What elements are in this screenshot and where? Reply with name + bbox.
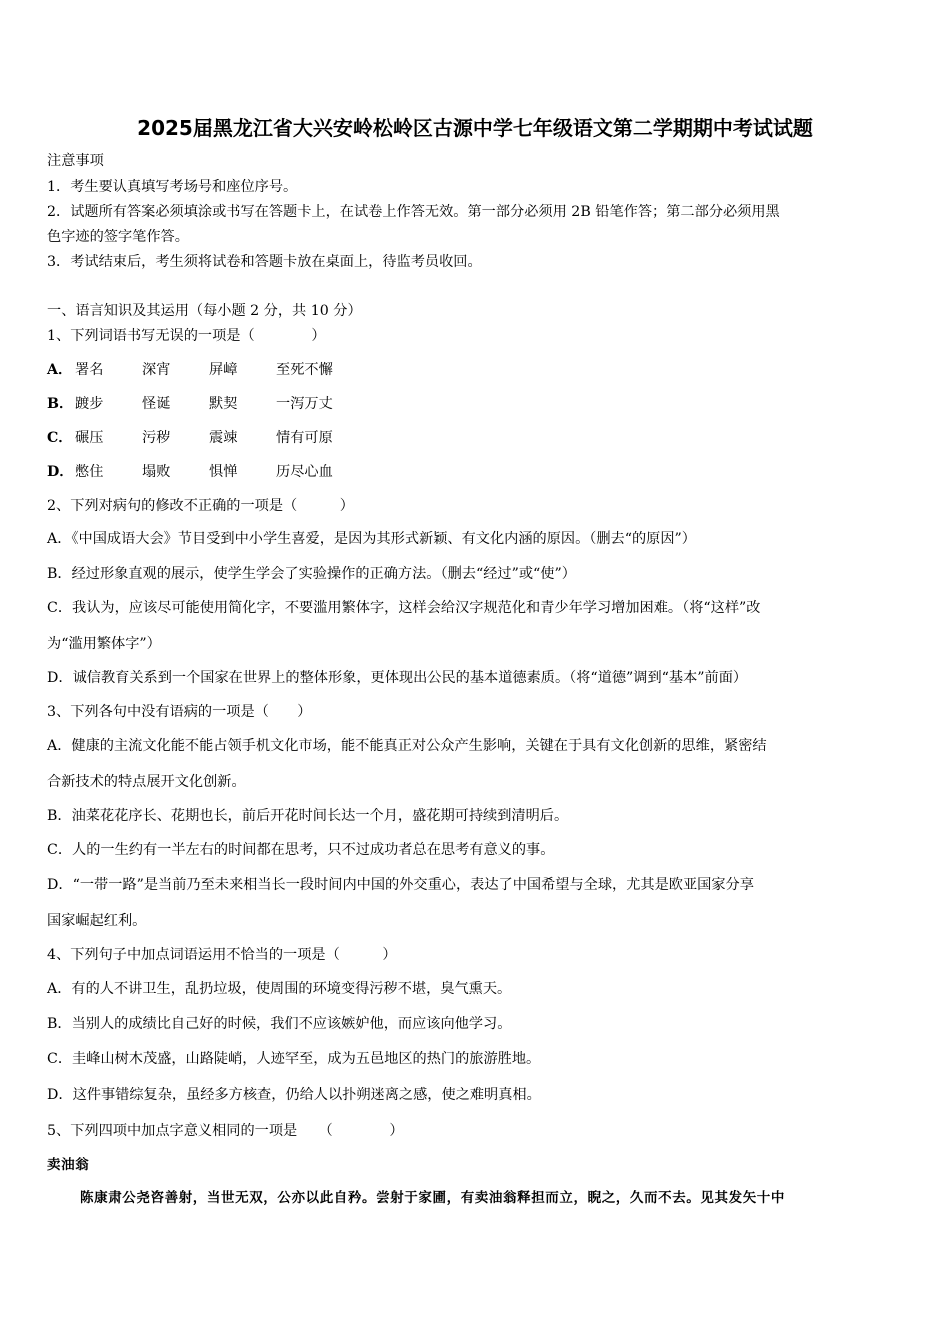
notice-item-1: 1．考生要认真填写考场号和座位序号。 [47, 179, 298, 195]
option-word: 历尽心血 [276, 464, 333, 480]
q4-stem: 4、下列句子中加点词语运用不恰当的一项是（ ） [47, 947, 397, 963]
q3-option-d: D．“一带一路”是当前乃至未来相当长一段时间内中国的外交重心，表达了中国希望与全球，尤其是欧亚国家分享 [47, 877, 754, 893]
section-heading: 一、语言知识及其运用（每小题 2 分，共 10 分） [47, 303, 362, 319]
q4-option-a: A．有的人不讲卫生，乱扔垃圾，使周围的环境变得污秽不堪，臭气熏天。 [47, 981, 512, 997]
option-word: 至死不懈 [276, 362, 333, 378]
option-word: 屏嶂 [209, 362, 238, 378]
q3-option-b: B．油菜花花序长、花期也长，前后开花时间长达一个月，盛花期可持续到清明后。 [47, 808, 569, 824]
q1-stem: 1、下列词语书写无误的一项是（ ） [47, 328, 326, 344]
option-word: 情有可原 [276, 430, 333, 446]
notice-item-2-cont: 色字迹的签字笔作答。 [47, 229, 189, 245]
option-letter: A． [47, 362, 73, 378]
q3-stem: 3、下列各句中没有语病的一项是（ ） [47, 704, 312, 720]
notice-item-2: 2．试题所有答案必须填涂或书写在答题卡上，在试卷上作答无效。第一部分必须用 2B 铅笔作答；第二部分必须用黑 [47, 204, 780, 220]
q2-option-a: A．《中国成语大会》节目受到中小学生喜爱，是因为其形式新颖、有文化内涵的原因。（删去“的原因”） [47, 531, 696, 547]
option-letter: D． [47, 464, 74, 480]
option-word: 震竦 [209, 430, 238, 446]
option-letter: C． [47, 430, 73, 446]
q2-option-c-cont: 为“滥用繁体字”） [47, 636, 161, 652]
passage-text: 陈康肃公尧咨善射，当世无双，公亦以此自矜。尝射于家圃，有卖油翁释担而立，睨之，久而不去。见其发矢十中 [80, 1190, 785, 1206]
option-word: 默契 [209, 396, 238, 412]
passage-title: 卖油翁 [47, 1157, 90, 1173]
exam-title: 2025届黑龙江省大兴安岭松岭区古源中学七年级语文第二学期期中考试试题 [137, 116, 813, 140]
q3-option-a: A．健康的主流文化能不能占领手机文化市场，能不能真正对公众产生影响，关键在于具有文化创新的思维，紧密结 [47, 738, 767, 754]
option-word: 怪诞 [142, 396, 171, 412]
q4-option-c: C．圭峰山树木茂盛，山路陡峭，人迹罕至，成为五邑地区的热门的旅游胜地。 [47, 1051, 541, 1067]
option-letter: B． [47, 396, 74, 412]
notice-item-3: 3．考试结束后，考生须将试卷和答题卡放在桌面上，待监考员收回。 [47, 254, 482, 270]
option-word: 惧惮 [209, 464, 238, 480]
option-word: 一泻万丈 [276, 396, 333, 412]
q4-option-d: D．这件事错综复杂，虽经多方核查，仍给人以扑朔迷离之感，使之难明真相。 [47, 1087, 541, 1103]
option-word: 塌败 [142, 464, 171, 480]
notice-heading: 注意事项 [47, 153, 104, 169]
option-word: 深宵 [142, 362, 171, 378]
q5-stem: 5、下列四项中加点字意义相同的一项是 （ ） [47, 1123, 404, 1139]
option-word: 憋住 [75, 464, 104, 480]
option-word: 踱步 [75, 396, 104, 412]
option-word: 碾压 [75, 430, 104, 446]
q2-stem: 2、下列对病句的修改不正确的一项是（ ） [47, 498, 354, 514]
q3-option-a-cont: 合新技术的特点展开文化创新。 [47, 774, 246, 790]
q2-option-d: D．诚信教育关系到一个国家在世界上的整体形象，更体现出公民的基本道德素质。（将“道德”调到“基本”前面） [47, 670, 748, 686]
q3-option-c: C．人的一生约有一半左右的时间都在思考，只不过成功者总在思考有意义的事。 [47, 842, 555, 858]
q2-option-b: B．经过形象直观的展示，使学生学会了实验操作的正确方法。（删去“经过”或“使”） [47, 566, 576, 582]
option-word: 署名 [75, 362, 104, 378]
q2-option-c: C．我认为，应该尽可能使用简化字，不要滥用繁体字，这样会给汉字规范化和青少年学习增加困难。（将“这样”改 [47, 600, 761, 616]
q3-option-d-cont: 国家崛起红利。 [47, 913, 147, 929]
option-word: 污秽 [142, 430, 171, 446]
q4-option-b: B．当别人的成绩比自己好的时候，我们不应该嫉妒他，而应该向他学习。 [47, 1016, 512, 1032]
